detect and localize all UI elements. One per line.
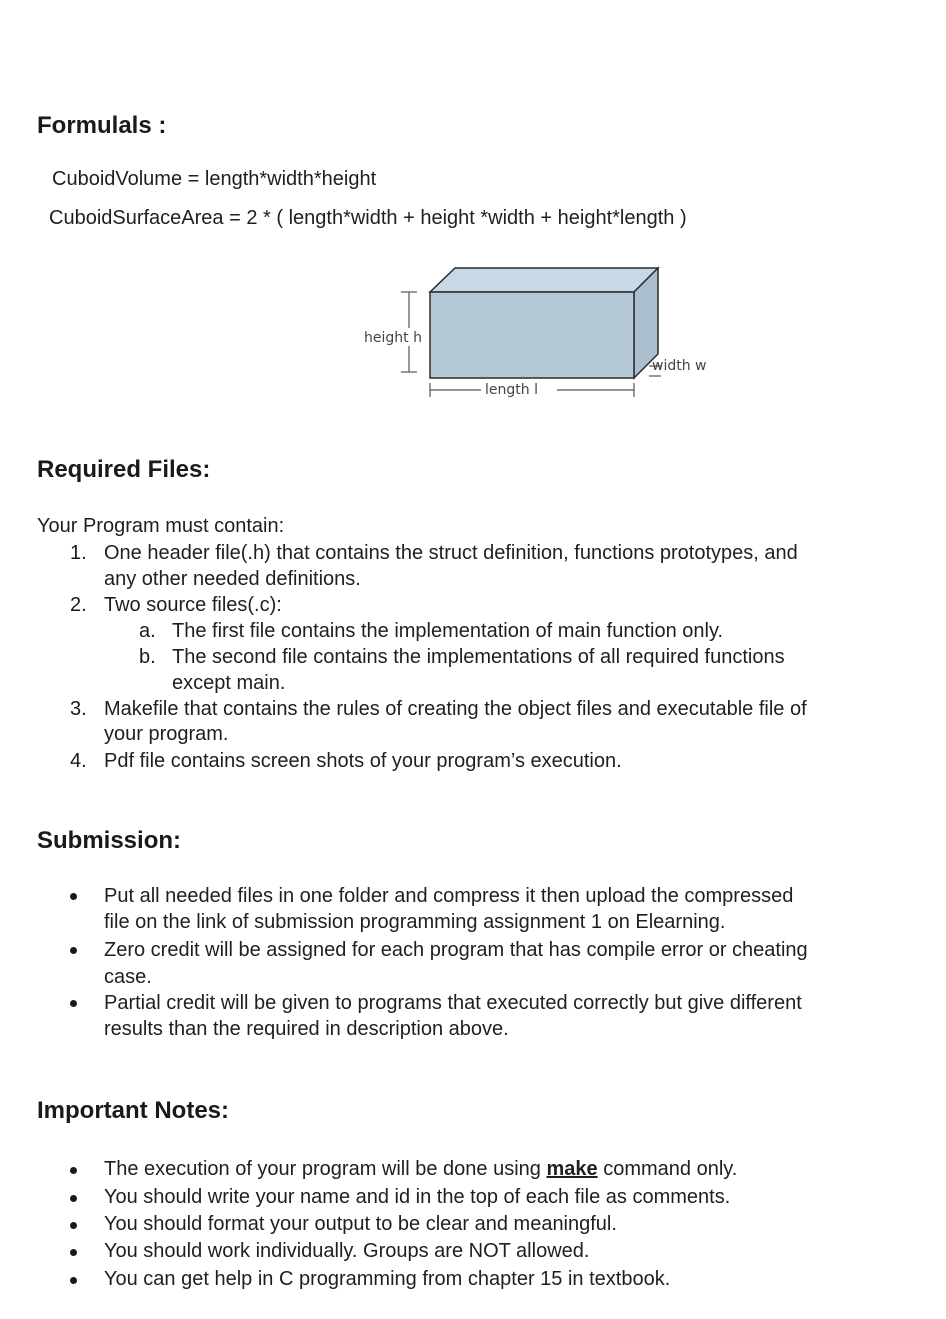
submission-item-1-line1: Put all needed files in one folder and compress it then upload the compressed xyxy=(104,885,794,907)
note-item-1-after: command only. xyxy=(597,1158,738,1180)
item-4-marker: 4. xyxy=(70,750,87,772)
make-command-emphasis: make xyxy=(546,1158,598,1180)
important-notes-heading: Important Notes: xyxy=(37,1097,229,1124)
item-2b-line1: The second file contains the implementations of all required functions xyxy=(172,646,785,668)
note-item-3: You should format your output to be clear and meaningful. xyxy=(104,1213,617,1235)
item-1-line1: One header file(.h) that contains the struct definition, functions prototypes, and xyxy=(104,542,798,564)
formulas-heading: Formulals : xyxy=(37,112,167,139)
item-1-line2: any other needed definitions. xyxy=(104,568,361,590)
volume-formula: CuboidVolume = length*width*height xyxy=(52,168,377,190)
note-item-1-before: The execution of your program will be done using xyxy=(104,1158,547,1180)
width-label: width w xyxy=(652,358,707,374)
submission-heading: Submission: xyxy=(37,827,182,854)
item-1-marker: 1. xyxy=(70,542,87,564)
submission-item-3-line2: results than the required in description above. xyxy=(104,1018,509,1040)
height-label: height h xyxy=(364,330,422,346)
note-item-4: You should work individually. Groups are NOT allowed. xyxy=(104,1240,590,1262)
note-item-5: You can get help in C programming from chapter 15 in textbook. xyxy=(104,1268,671,1290)
bullet-icon xyxy=(70,1000,77,1007)
item-2a-line1: The first file contains the implementation of main function only. xyxy=(172,620,724,642)
submission-item-3-line1: Partial credit will be given to programs that executed correctly but give different xyxy=(104,992,802,1014)
bullet-icon xyxy=(70,1167,77,1174)
item-2a-marker: a. xyxy=(139,620,156,642)
note-item-2: You should write your name and id in the top of each file as comments. xyxy=(104,1186,731,1208)
submission-item-1-line2: file on the link of submission programming assignment 1 on Elearning. xyxy=(104,911,726,933)
item-2b-marker: b. xyxy=(139,646,156,668)
note-item-1 xyxy=(104,1158,737,1181)
bullet-icon xyxy=(70,1195,77,1202)
item-4-line1: Pdf file contains screen shots of your program’s execution. xyxy=(104,750,622,772)
cuboid-front-face xyxy=(430,292,634,378)
bullet-icon xyxy=(70,893,77,900)
item-2-marker: 2. xyxy=(70,594,87,616)
item-2b-line2: except main. xyxy=(172,672,286,694)
submission-item-2-line1: Zero credit will be assigned for each program that has compile error or cheating xyxy=(104,939,808,961)
item-3-line2: your program. xyxy=(104,723,229,745)
item-2-line1: Two source files(.c): xyxy=(104,594,282,616)
cuboid-diagram xyxy=(355,258,725,408)
item-3-marker: 3. xyxy=(70,698,87,720)
required-files-heading: Required Files: xyxy=(37,456,211,483)
bullet-icon xyxy=(70,1222,77,1229)
submission-item-2-line2: case. xyxy=(104,966,152,988)
bullet-icon xyxy=(70,947,77,954)
cuboid-top-face xyxy=(430,268,658,292)
length-label: length l xyxy=(485,382,538,398)
surface-area-formula: CuboidSurfaceArea = 2 * ( length*width + height *width + height*length ) xyxy=(49,207,687,229)
bullet-icon xyxy=(70,1277,77,1284)
bullet-icon xyxy=(70,1249,77,1256)
required-files-intro: Your Program must contain: xyxy=(37,515,285,537)
item-3-line1: Makefile that contains the rules of creating the object files and executable file of xyxy=(104,698,807,720)
